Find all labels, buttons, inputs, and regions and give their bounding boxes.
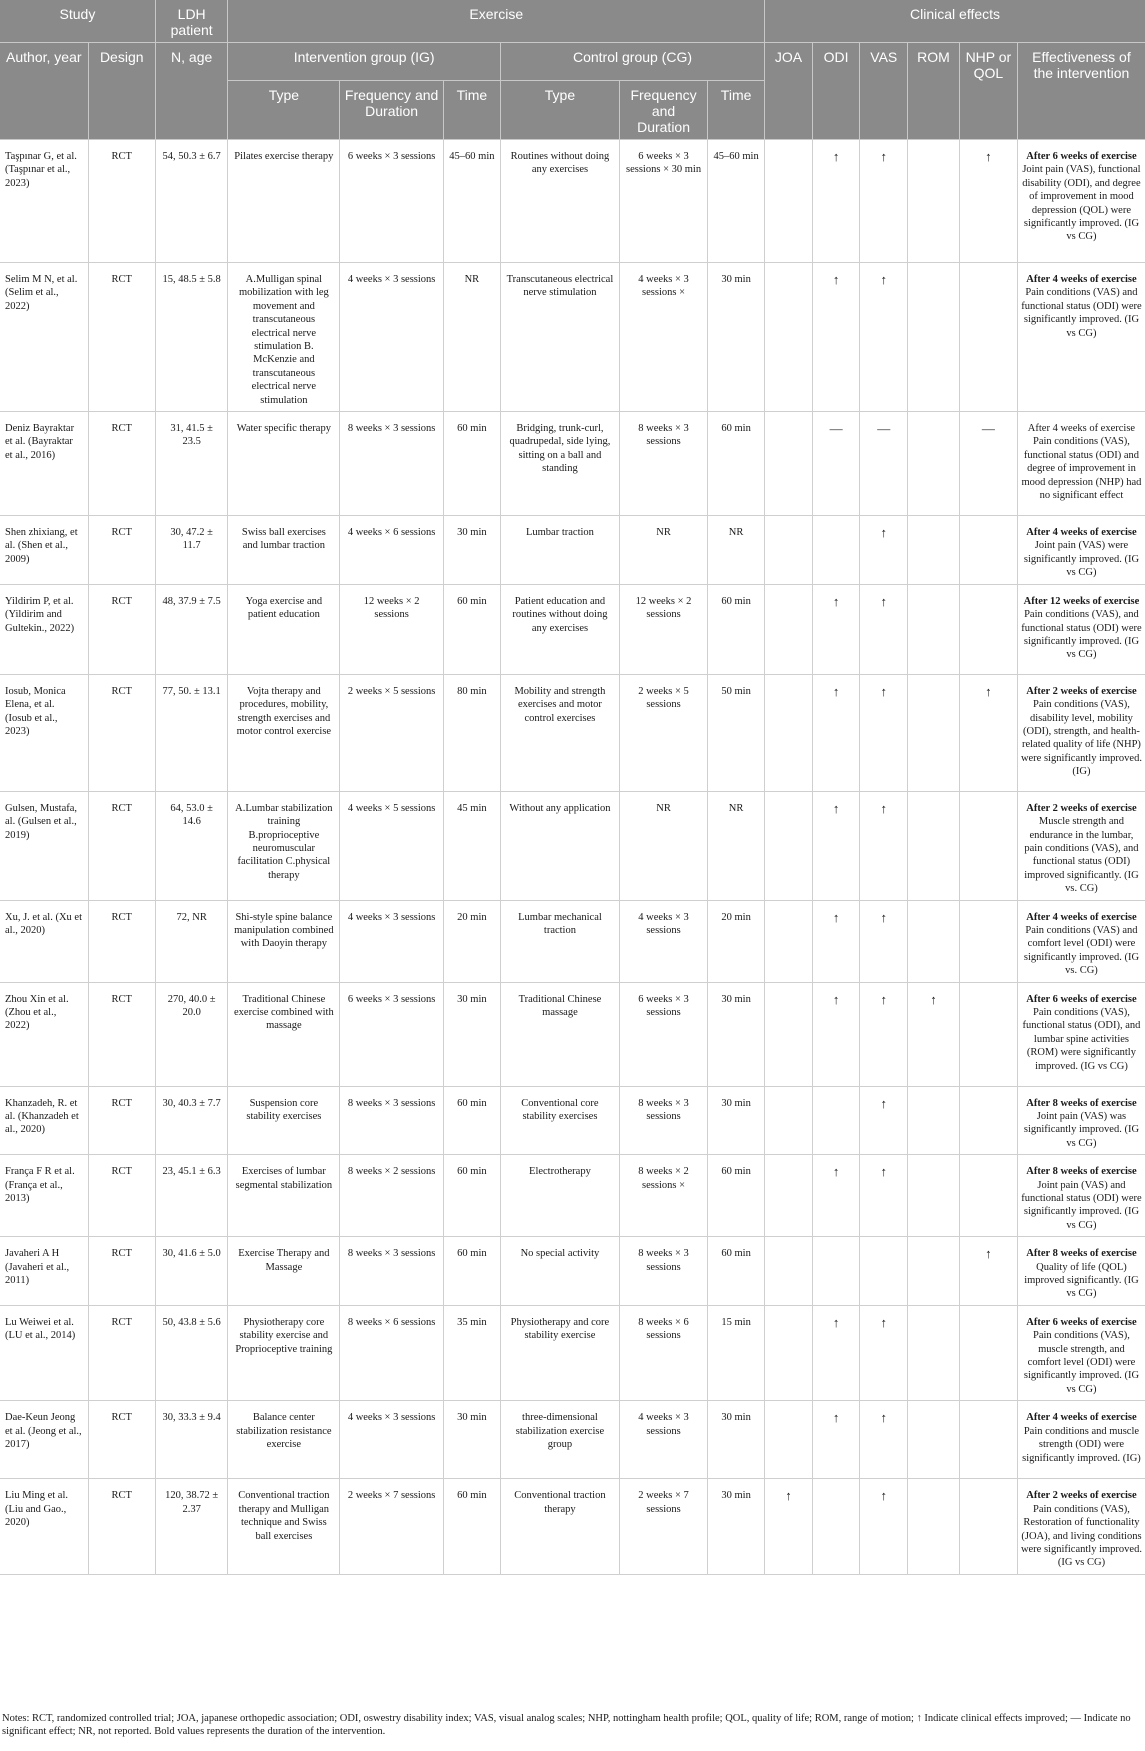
cell-effectiveness — [1017, 140, 1145, 263]
effectiveness-text: Pain conditions (VAS), disability level, mobility (ODI), strength, and health-related quality of life (NHP) were significantly improved. (IG) — [1020, 699, 1142, 778]
cell-cg-time: 60 min — [708, 1155, 765, 1237]
cell-odi — [812, 516, 860, 585]
header-rom: ROM — [908, 43, 960, 140]
cell-ig-frequency: 6 weeks × 3 sessions — [340, 982, 444, 1086]
cell-design: RCT — [88, 516, 155, 585]
cell-cg-type: three-dimensional stabilization exercise group — [500, 1401, 619, 1479]
effectiveness-text: Joint pain (VAS), functional disability (ODI), and degree of improvement in mood depression (QOL) were significantly improved. (IG vs CG) — [1022, 164, 1141, 243]
cell-design: RCT — [88, 900, 155, 982]
table-row — [0, 1237, 1145, 1306]
cell-ig-frequency: 8 weeks × 2 sessions — [340, 1155, 444, 1237]
cell-effectiveness — [1017, 1401, 1145, 1479]
table-row — [0, 1155, 1145, 1237]
cell-nhp-qol — [959, 584, 1017, 674]
cell-author: Liu Ming et al. (Liu and Gao., 2020) — [0, 1479, 88, 1574]
cell-ig-time: 35 min — [443, 1305, 500, 1400]
cell-ig-type: A.Lumbar stabilization training B.proprioceptive neuromuscular facilitation C.physical therapy — [228, 791, 340, 900]
cell-rom — [908, 1401, 960, 1479]
table-notes: Notes: RCT, randomized controlled trial; JOA, japanese orthopedic association; ODI, oswestry disability index; VAS, visual analog scales; NHP, nottingham health profile; QOL, quality of life; ROM, range of motion; ↑ Indicate clinical effects improved; — Indicate no significant effect; NR, not reported. Bold values represents the duration of the intervention. — [2, 1713, 1131, 1737]
cell-ig-type: Exercise Therapy and Massage — [228, 1237, 340, 1306]
cell-design: RCT — [88, 1479, 155, 1574]
cell-joa: ↑ — [765, 1479, 813, 1574]
cell-ig-time: 45 min — [443, 791, 500, 900]
cell-odi: — — [812, 412, 860, 516]
cell-n-age: 77, 50. ± 13.1 — [155, 674, 228, 791]
header-ig-time: Time — [443, 81, 500, 140]
effectiveness-duration: After 8 weeks of exercise — [1026, 1097, 1137, 1109]
header-cg-time: Time — [708, 81, 765, 140]
cell-ig-type: Pilates exercise therapy — [228, 140, 340, 263]
cell-vas: ↑ — [860, 900, 908, 982]
effectiveness-duration: After 6 weeks of exercise — [1026, 151, 1137, 162]
header-ig-frequency: Frequency and Duration — [340, 81, 444, 140]
header-study: Study — [0, 0, 155, 43]
cell-ig-type: Exercises of lumbar segmental stabilization — [228, 1155, 340, 1237]
cell-nhp-qol: ↑ — [959, 674, 1017, 791]
cell-cg-frequency: 6 weeks × 3 sessions — [620, 982, 708, 1086]
cell-cg-frequency: 4 weeks × 3 sessions — [620, 900, 708, 982]
cell-rom — [908, 1479, 960, 1574]
cell-nhp-qol — [959, 1086, 1017, 1155]
table-row — [0, 140, 1145, 263]
cell-vas: ↑ — [860, 791, 908, 900]
cell-cg-frequency: NR — [620, 791, 708, 900]
cell-vas: ↑ — [860, 584, 908, 674]
cell-cg-type: Traditional Chinese massage — [500, 982, 619, 1086]
cell-design: RCT — [88, 263, 155, 412]
cell-odi: ↑ — [812, 982, 860, 1086]
cell-effectiveness — [1017, 1237, 1145, 1306]
cell-joa — [765, 1237, 813, 1306]
cell-author: Yildirim P, et al. (Yildirim and Gultekin., 2022) — [0, 584, 88, 674]
cell-ig-time: 30 min — [443, 1401, 500, 1479]
table-row — [0, 674, 1145, 791]
cell-ig-time: 80 min — [443, 674, 500, 791]
cell-effectiveness — [1017, 412, 1145, 516]
cell-n-age: 30, 47.2 ± 11.7 — [155, 516, 228, 585]
table-row — [0, 1086, 1145, 1155]
cell-joa — [765, 140, 813, 263]
cell-cg-time: 30 min — [708, 263, 765, 412]
cell-rom — [908, 1305, 960, 1400]
cell-odi — [812, 1086, 860, 1155]
cell-vas: ↑ — [860, 1086, 908, 1155]
cell-author: Taşpınar G, et al. (Taşpınar et al., 2023) — [0, 140, 88, 263]
header-vas: VAS — [860, 43, 908, 140]
effectiveness-text: Pain conditions (VAS), Restoration of functionality (JOA), and living conditions were significantly improved. (IG vs CG) — [1020, 1503, 1142, 1569]
cell-vas: ↑ — [860, 516, 908, 585]
header-control-group: Control group (CG) — [500, 43, 764, 81]
cell-ig-frequency: 12 weeks × 2 sessions — [340, 584, 444, 674]
cell-cg-time: 60 min — [708, 584, 765, 674]
cell-rom — [908, 412, 960, 516]
cell-ig-frequency: 4 weeks × 6 sessions — [340, 516, 444, 585]
cell-author: Dae-Keun Jeong et al. (Jeong et al., 2017) — [0, 1401, 88, 1479]
header-cg-type: Type — [500, 81, 619, 140]
cell-cg-time: 30 min — [708, 1479, 765, 1574]
cell-effectiveness — [1017, 584, 1145, 674]
cell-ig-frequency: 4 weeks × 3 sessions — [340, 263, 444, 412]
cell-vas: ↑ — [860, 1401, 908, 1479]
cell-cg-time: 30 min — [708, 982, 765, 1086]
cell-cg-type: Transcutaneous electrical nerve stimulation — [500, 263, 619, 412]
cell-author: Xu, J. et al. (Xu et al., 2020) — [0, 900, 88, 982]
cell-odi — [812, 1237, 860, 1306]
cell-ig-type: Shi-style spine balance manipulation combined with Daoyin therapy — [228, 900, 340, 982]
cell-cg-frequency: 8 weeks × 6 sessions — [620, 1305, 708, 1400]
cell-cg-type: Lumbar mechanical traction — [500, 900, 619, 982]
cell-design: RCT — [88, 584, 155, 674]
effectiveness-text: Pain conditions (VAS), and functional status (ODI) were significantly improved. (IG vs CG) — [1021, 609, 1142, 661]
cell-n-age: 15, 48.5 ± 5.8 — [155, 263, 228, 412]
cell-author: França F R et al. (França et al., 2013) — [0, 1155, 88, 1237]
cell-effectiveness — [1017, 1086, 1145, 1155]
cell-rom — [908, 1086, 960, 1155]
header-odi: ODI — [812, 43, 860, 140]
cell-joa — [765, 263, 813, 412]
table-row — [0, 1305, 1145, 1400]
cell-joa — [765, 674, 813, 791]
cell-effectiveness — [1017, 674, 1145, 791]
cell-n-age: 64, 53.0 ± 14.6 — [155, 791, 228, 900]
cell-design: RCT — [88, 1401, 155, 1479]
table-row — [0, 412, 1145, 516]
cell-rom — [908, 584, 960, 674]
effectiveness-duration: After 4 weeks of exercise — [1026, 274, 1137, 285]
cell-nhp-qol — [959, 1479, 1017, 1574]
cell-cg-frequency: 2 weeks × 7 sessions — [620, 1479, 708, 1574]
effectiveness-text: Quality of life (QOL) improved significantly. (IG vs CG) — [1024, 1261, 1139, 1300]
cell-ig-frequency: 8 weeks × 3 sessions — [340, 1086, 444, 1155]
cell-nhp-qol — [959, 1401, 1017, 1479]
cell-cg-type: Lumbar traction — [500, 516, 619, 585]
effectiveness-text: Pain conditions (VAS), functional status (ODI), and lumbar spine activities (ROM) were significantly improved. (IG vs CG) — [1022, 1006, 1141, 1072]
cell-odi: ↑ — [812, 791, 860, 900]
cell-cg-type: Patient education and routines without doing any exercises — [500, 584, 619, 674]
cell-cg-time: 60 min — [708, 412, 765, 516]
cell-joa — [765, 791, 813, 900]
cell-ig-frequency: 2 weeks × 5 sessions — [340, 674, 444, 791]
cell-author: Deniz Bayraktar et al. (Bayraktar et al., 2016) — [0, 412, 88, 516]
cell-design: RCT — [88, 140, 155, 263]
cell-ig-time: 60 min — [443, 1086, 500, 1155]
cell-design: RCT — [88, 1086, 155, 1155]
cell-nhp-qol — [959, 1305, 1017, 1400]
effectiveness-text: Pain conditions (VAS) and functional status (ODI) were significantly improved. (IG vs CG) — [1021, 287, 1142, 339]
cell-author: Shen zhixiang, et al. (Shen et al., 2009) — [0, 516, 88, 585]
effectiveness-text: Joint pain (VAS) were significantly improved. (IG vs CG) — [1023, 540, 1140, 579]
cell-ig-type: Yoga exercise and patient education — [228, 584, 340, 674]
cell-effectiveness — [1017, 982, 1145, 1086]
cell-rom — [908, 791, 960, 900]
cell-rom — [908, 263, 960, 412]
effectiveness-duration: After 6 weeks of exercise — [1026, 993, 1137, 1005]
cell-ig-frequency: 8 weeks × 3 sessions — [340, 1237, 444, 1306]
header-exercise: Exercise — [228, 0, 765, 43]
cell-ig-frequency: 4 weeks × 3 sessions — [340, 1401, 444, 1479]
effectiveness-text: Joint pain (VAS) and functional status (ODI) were significantly improved. (IG vs CG) — [1021, 1179, 1142, 1231]
cell-vas — [860, 1237, 908, 1306]
header-intervention-group: Intervention group (IG) — [228, 43, 500, 81]
cell-design: RCT — [88, 1237, 155, 1306]
header-effectiveness: Effectiveness of the intervention — [1017, 43, 1145, 140]
cell-author: Khanzadeh, R. et al. (Khanzadeh et al., 2020) — [0, 1086, 88, 1155]
header-n-age: N, age — [155, 43, 228, 140]
effectiveness-text: Pain conditions (VAS), muscle strength, and comfort level (ODI) were significantly improved. (IG vs CG) — [1023, 1330, 1140, 1395]
cell-ig-type: Conventional traction therapy and Mulligan technique and Swiss ball exercises — [228, 1479, 340, 1574]
cell-n-age: 23, 45.1 ± 6.3 — [155, 1155, 228, 1237]
effectiveness-duration: After 2 weeks of exercise — [1026, 685, 1137, 697]
header-joa: JOA — [765, 43, 813, 140]
cell-vas: ↑ — [860, 1155, 908, 1237]
cell-joa — [765, 516, 813, 585]
cell-ig-type: Swiss ball exercises and lumbar traction — [228, 516, 340, 585]
cell-ig-time: 60 min — [443, 412, 500, 516]
cell-design: RCT — [88, 674, 155, 791]
effectiveness-duration: After 4 weeks of exercise — [1026, 911, 1137, 923]
cell-design: RCT — [88, 1305, 155, 1400]
cell-cg-frequency: NR — [620, 516, 708, 585]
cell-cg-frequency: 8 weeks × 3 sessions — [620, 1086, 708, 1155]
effectiveness-text: Pain conditions (VAS) and comfort level (ODI) were significantly improved. (IG vs. CG) — [1023, 924, 1140, 977]
table-row — [0, 584, 1145, 674]
cell-ig-time: 60 min — [443, 1479, 500, 1574]
cell-cg-time: NR — [708, 516, 765, 585]
cell-n-age: 72, NR — [155, 900, 228, 982]
cell-joa — [765, 1155, 813, 1237]
cell-ig-time: 45–60 min — [443, 140, 500, 263]
cell-cg-type: Routines without doing any exercises — [500, 140, 619, 263]
cell-author: Zhou Xin et al. (Zhou et al., 2022) — [0, 982, 88, 1086]
cell-rom — [908, 900, 960, 982]
cell-design: RCT — [88, 412, 155, 516]
cell-ig-type: Balance center stabilization resistance exercise — [228, 1401, 340, 1479]
cell-effectiveness — [1017, 1155, 1145, 1237]
cell-odi: ↑ — [812, 263, 860, 412]
cell-cg-frequency: 8 weeks × 3 sessions — [620, 412, 708, 516]
effectiveness-duration: After 4 weeks of exercise — [1026, 1412, 1137, 1424]
cell-cg-frequency: 12 weeks × 2 sessions — [620, 584, 708, 674]
cell-odi: ↑ — [812, 674, 860, 791]
cell-odi — [812, 1479, 860, 1574]
header-ldh-patient: LDH patient — [155, 0, 228, 43]
cell-ig-type: Traditional Chinese exercise combined with massage — [228, 982, 340, 1086]
cell-joa — [765, 900, 813, 982]
cell-n-age: 54, 50.3 ± 6.7 — [155, 140, 228, 263]
header-clinical-effects: Clinical effects — [765, 0, 1145, 43]
cell-effectiveness — [1017, 1479, 1145, 1574]
cell-odi: ↑ — [812, 584, 860, 674]
cell-ig-time: 60 min — [443, 1155, 500, 1237]
cell-ig-frequency: 8 weeks × 6 sessions — [340, 1305, 444, 1400]
cell-effectiveness — [1017, 516, 1145, 585]
cell-vas: ↑ — [860, 140, 908, 263]
cell-vas: ↑ — [860, 982, 908, 1086]
cell-cg-type: Conventional traction therapy — [500, 1479, 619, 1574]
cell-design: RCT — [88, 791, 155, 900]
cell-nhp-qol — [959, 982, 1017, 1086]
effectiveness-duration: After 2 weeks of exercise — [1026, 1490, 1137, 1502]
table-row — [0, 900, 1145, 982]
effectiveness-duration: After 12 weeks of exercise — [1023, 595, 1140, 607]
cell-nhp-qol: ↑ — [959, 140, 1017, 263]
cell-nhp-qol — [959, 1155, 1017, 1237]
cell-odi: ↑ — [812, 900, 860, 982]
effectiveness-text: Joint pain (VAS) was significantly improved. (IG vs CG) — [1023, 1110, 1140, 1149]
cell-effectiveness — [1017, 263, 1145, 412]
effectiveness-duration: After 2 weeks of exercise — [1026, 802, 1137, 814]
cell-effectiveness — [1017, 1305, 1145, 1400]
cell-nhp-qol — [959, 263, 1017, 412]
cell-cg-time: 15 min — [708, 1305, 765, 1400]
cell-nhp-qol — [959, 791, 1017, 900]
effectiveness-text: Pain conditions and muscle strength (ODI) were significantly improved. (IG) — [1022, 1425, 1141, 1464]
cell-author: Gulsen, Mustafa, al. (Gulsen et al., 2019) — [0, 791, 88, 900]
effectiveness-duration: After 8 weeks of exercise — [1026, 1166, 1137, 1178]
cell-design: RCT — [88, 982, 155, 1086]
cell-ig-type: Physiotherapy core stability exercise and Proprioceptive training — [228, 1305, 340, 1400]
table-row — [0, 263, 1145, 412]
cell-ig-frequency: 8 weeks × 3 sessions — [340, 412, 444, 516]
cell-joa — [765, 1086, 813, 1155]
cell-rom — [908, 1155, 960, 1237]
cell-n-age: 270, 40.0 ± 20.0 — [155, 982, 228, 1086]
cell-rom — [908, 1237, 960, 1306]
cell-n-age: 50, 43.8 ± 5.6 — [155, 1305, 228, 1400]
cell-cg-time: 60 min — [708, 1237, 765, 1306]
cell-ig-time: NR — [443, 263, 500, 412]
cell-author: Selim M N, et al. (Selim et al., 2022) — [0, 263, 88, 412]
cell-ig-time: 30 min — [443, 516, 500, 585]
cell-cg-frequency: 8 weeks × 3 sessions — [620, 1237, 708, 1306]
cell-cg-time: 30 min — [708, 1086, 765, 1155]
cell-ig-type: Vojta therapy and procedures, mobility, strength exercises and motor control exercise — [228, 674, 340, 791]
cell-cg-frequency: 6 weeks × 3 sessions × 30 min — [620, 140, 708, 263]
cell-cg-time: 20 min — [708, 900, 765, 982]
cell-cg-time: NR — [708, 791, 765, 900]
cell-cg-type: Bridging, trunk-curl, quadrupedal, side lying, sitting on a ball and standing — [500, 412, 619, 516]
cell-ig-frequency: 4 weeks × 3 sessions — [340, 900, 444, 982]
cell-joa — [765, 982, 813, 1086]
cell-cg-type: Physiotherapy and core stability exercise — [500, 1305, 619, 1400]
cell-design: RCT — [88, 1155, 155, 1237]
cell-joa — [765, 584, 813, 674]
effectiveness-duration: After 6 weeks of exercise — [1026, 1316, 1137, 1328]
cell-cg-frequency: 4 weeks × 3 sessions × — [620, 263, 708, 412]
table-row — [0, 516, 1145, 585]
cell-cg-time: 50 min — [708, 674, 765, 791]
effectiveness-text: Muscle strength and endurance in the lumbar, pain conditions (VAS), and functional status (ODI) improved significantly. (IG vs. CG) — [1024, 816, 1139, 895]
cell-vas: ↑ — [860, 674, 908, 791]
cell-ig-type: Water specific therapy — [228, 412, 340, 516]
cell-n-age: 30, 40.3 ± 7.7 — [155, 1086, 228, 1155]
cell-ig-frequency: 2 weeks × 7 sessions — [340, 1479, 444, 1574]
cell-ig-time: 60 min — [443, 584, 500, 674]
cell-n-age: 30, 33.3 ± 9.4 — [155, 1401, 228, 1479]
table-row — [0, 982, 1145, 1086]
cell-odi: ↑ — [812, 1155, 860, 1237]
table-row — [0, 1401, 1145, 1479]
cell-joa — [765, 412, 813, 516]
cell-effectiveness — [1017, 900, 1145, 982]
cell-ig-time: 30 min — [443, 982, 500, 1086]
cell-author: Lu Weiwei et al. (LU et al., 2014) — [0, 1305, 88, 1400]
cell-ig-type: Suspension core stability exercises — [228, 1086, 340, 1155]
cell-cg-frequency: 2 weeks × 5 sessions — [620, 674, 708, 791]
cell-cg-type: Mobility and strength exercises and motor control exercises — [500, 674, 619, 791]
table-row — [0, 791, 1145, 900]
cell-cg-type: Without any application — [500, 791, 619, 900]
cell-rom — [908, 674, 960, 791]
cell-author: Javaheri A H (Javaheri et al., 2011) — [0, 1237, 88, 1306]
cell-cg-frequency: 4 weeks × 3 sessions — [620, 1401, 708, 1479]
cell-vas: — — [860, 412, 908, 516]
header-ig-type: Type — [228, 81, 340, 140]
header-design: Design — [88, 43, 155, 140]
cell-ig-time: 60 min — [443, 1237, 500, 1306]
cell-odi: ↑ — [812, 1305, 860, 1400]
cell-nhp-qol: — — [959, 412, 1017, 516]
cell-vas: ↑ — [860, 1305, 908, 1400]
cell-nhp-qol — [959, 900, 1017, 982]
cell-ig-frequency: 6 weeks × 3 sessions — [340, 140, 444, 263]
cell-odi: ↑ — [812, 140, 860, 263]
header-author-year: Author, year — [0, 43, 88, 140]
cell-cg-frequency: 8 weeks × 2 sessions × — [620, 1155, 708, 1237]
cell-cg-time: 45–60 min — [708, 140, 765, 263]
cell-ig-time: 20 min — [443, 900, 500, 982]
cell-joa — [765, 1305, 813, 1400]
cell-nhp-qol — [959, 516, 1017, 585]
cell-n-age: 30, 41.6 ± 5.0 — [155, 1237, 228, 1306]
cell-cg-time: 30 min — [708, 1401, 765, 1479]
cell-rom: ↑ — [908, 982, 960, 1086]
effectiveness-duration: After 8 weeks of exercise — [1026, 1248, 1137, 1260]
header-nhp-qol: NHP or QOL — [959, 43, 1017, 140]
cell-cg-type: Electrotherapy — [500, 1155, 619, 1237]
cell-cg-type: No special activity — [500, 1237, 619, 1306]
cell-n-age: 31, 41.5 ± 23.5 — [155, 412, 228, 516]
effectiveness-duration: After 4 weeks of exercise — [1026, 527, 1137, 539]
cell-cg-type: Conventional core stability exercises — [500, 1086, 619, 1155]
table-row — [0, 1479, 1145, 1574]
cell-vas: ↑ — [860, 263, 908, 412]
effectiveness-text: After 4 weeks of exercise Pain conditions (VAS), functional status (ODI) and degree of improvement in mood depression (NHP) had no significant effect — [1021, 423, 1142, 502]
cell-ig-frequency: 4 weeks × 5 sessions — [340, 791, 444, 900]
cell-author: Iosub, Monica Elena, et al. (Iosub et al., 2023) — [0, 674, 88, 791]
cell-nhp-qol: ↑ — [959, 1237, 1017, 1306]
cell-ig-type: A.Mulligan spinal mobilization with leg movement and transcutaneous electrical nerve stimulation B. McKenzie and transcutaneous electrical nerve stimulation — [228, 263, 340, 412]
cell-n-age: 120, 38.72 ± 2.37 — [155, 1479, 228, 1574]
cell-joa — [765, 1401, 813, 1479]
cell-odi: ↑ — [812, 1401, 860, 1479]
cell-n-age: 48, 37.9 ± 7.5 — [155, 584, 228, 674]
header-cg-frequency: Frequency and Duration — [620, 81, 708, 140]
cell-rom — [908, 516, 960, 585]
cell-vas: ↑ — [860, 1479, 908, 1574]
cell-effectiveness — [1017, 791, 1145, 900]
cell-rom — [908, 140, 960, 263]
